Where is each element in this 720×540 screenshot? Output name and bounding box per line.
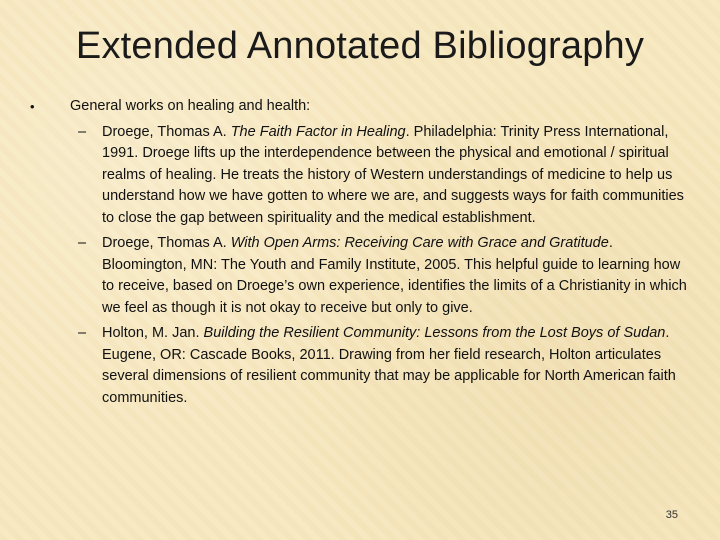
bullet-icon: • [30,99,35,114]
bibliography-list [70,122,690,410]
citation-text [102,323,690,409]
citation-annotation: . Bloomington, MN: The Youth and Family Institute, 2005. This helpful guide to learning how to receive, based on Droege’s own experience, identifies the limits of a Christianity in which we feel as though it is not okay to receive but only to give. [102,235,687,316]
page-number: 35 [665,509,678,521]
slide-content [30,96,690,409]
bibliography-entry [70,323,690,409]
citation-author: Holton, M. Jan. [102,325,200,341]
citation-text [102,122,690,230]
bibliography-entry [70,122,690,230]
slide-title: Extended Annotated Bibliography [75,25,645,67]
section-heading: General works on healing and health: [70,98,311,114]
citation-author: Droege, Thomas A. [102,235,227,251]
citation-title: The Faith Factor in Healing [230,123,406,140]
bibliography-entry [70,233,690,319]
bullet-item-general-works [30,96,690,409]
dash-icon: – [78,235,87,251]
citation-title: Building the Resilient Community: Lessons from the Lost Boys of Sudan [203,325,666,341]
citation-annotation: . Philadelphia: Trinity Press International, 1991. Droege lifts up the interdependence between the physical and emotional / spiritual realms of healing. He treats the history of Western understandings of medicine to help us understand how we have gotten to where we are, and suggests ways for faith communities to close the gap between spirituality and the medical establishment. [102,123,684,226]
dash-icon: – [78,325,87,341]
citation-title: With Open Arms: Receiving Care with Grace and Gratitude [230,235,609,251]
citation-text [102,233,690,319]
dash-icon: – [78,123,87,140]
citation-annotation: . Eugene, OR: Cascade Books, 2011. Drawing from her field research, Holton articulates several dimensions of resilient community that may be applicable for North American faith communities. [102,325,676,406]
citation-author: Droege, Thomas A. [102,123,227,140]
